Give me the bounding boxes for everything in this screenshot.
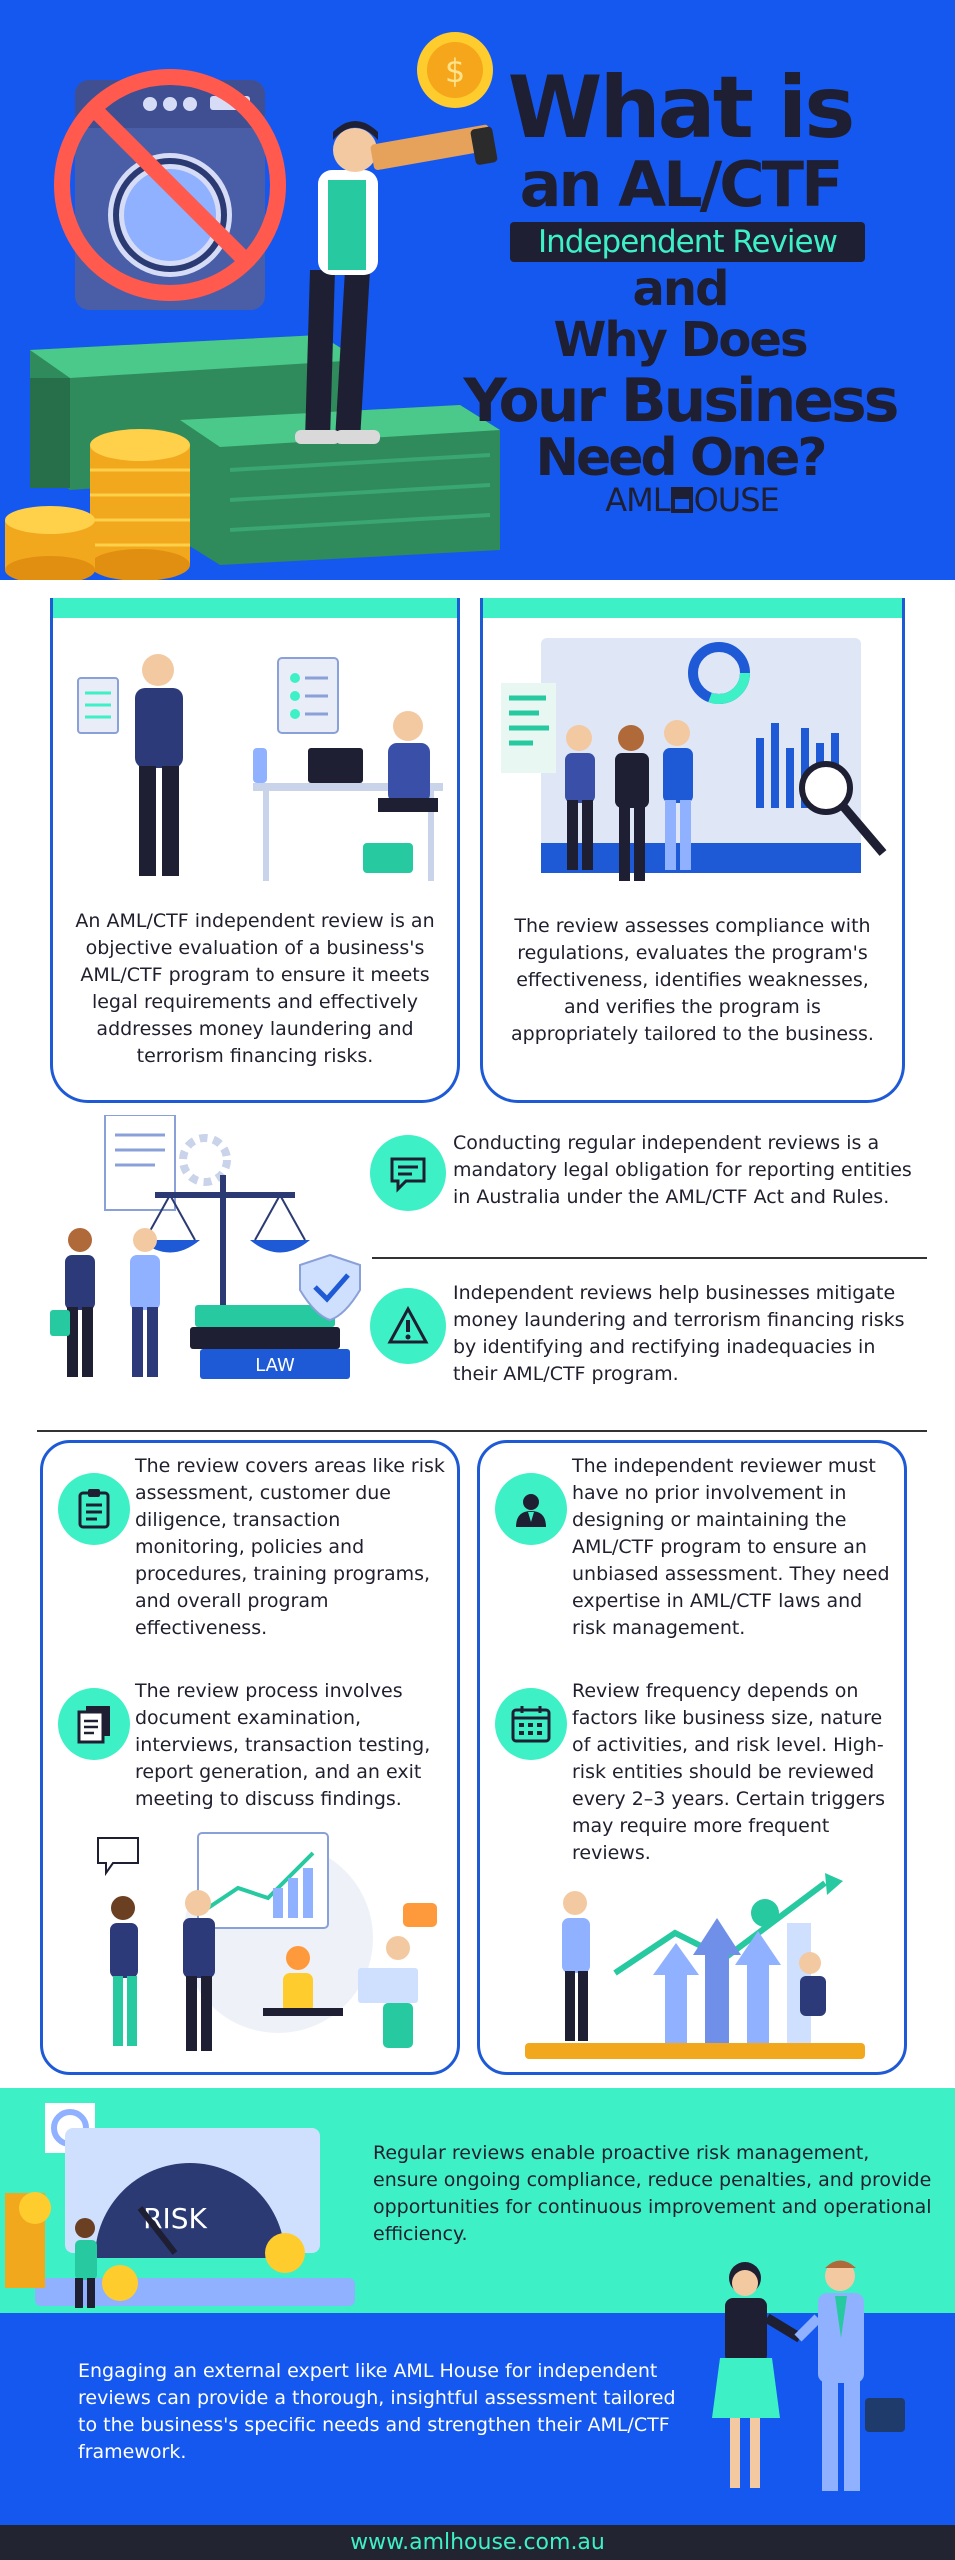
aml-house-logo xyxy=(592,480,792,520)
title-line-7: Need One? xyxy=(535,428,825,488)
review-scope-text: The review covers areas like risk assessment, customer due diligence, transaction monitoring, policies and procedures, training programs, and overall program effectiveness. xyxy=(135,1455,445,1639)
legal-scales-illustration xyxy=(30,1115,370,1385)
checklist-icon xyxy=(58,1473,130,1545)
handshake-illustration xyxy=(690,2248,920,2518)
calendar-icon xyxy=(495,1688,567,1760)
house-logo-icon xyxy=(671,487,693,513)
definition-card xyxy=(50,598,460,1103)
review-frequency-text: Review frequency depends on factors like business size, nature of activities, and risk level. High-risk entities should be reviewed every 2–3 years. Certain triggers may require more frequent reviews. xyxy=(572,1680,886,1864)
assessment-card xyxy=(480,598,905,1103)
documents-icon xyxy=(58,1688,130,1760)
svg-text:$: $ xyxy=(444,52,466,90)
hero-illustration xyxy=(0,0,520,580)
footer-bar xyxy=(0,2525,955,2560)
risk-mitigation-text: Independent reviews help businesses mitigate money laundering and terrorism financing risks by identifying and rectifying inadequacies in their AML/CTF program. xyxy=(453,1282,905,1385)
logo-text-left: AML xyxy=(605,481,670,519)
website-link[interactable]: www.amlhouse.com.au xyxy=(350,2530,605,2555)
logo-text-right: OUSE xyxy=(693,481,779,519)
definition-text: An AML/CTF independent review is an objective evaluation of a business's AML/CTF program to ensure it meets legal requirements and effectively addresses money laundering and terrorism financing risks. xyxy=(75,910,435,1067)
section-divider xyxy=(37,1430,927,1432)
hero-banner xyxy=(0,0,955,580)
review-scope-card xyxy=(40,1440,460,2075)
expert-section xyxy=(0,2313,955,2525)
title-line-5: Why Does xyxy=(553,312,807,368)
reviewer-independence-text: The independent reviewer must have no prior involvement in designing or maintaining the AML/CTF program to ensure an unbiased assessment. They need expertise in AML/CTF laws and risk management. xyxy=(572,1455,890,1639)
card-accent-bar xyxy=(483,598,902,618)
svg-text:RISK: RISK xyxy=(143,2202,207,2235)
title-line-4: and xyxy=(632,261,728,317)
title-line-2: an AL/CTF xyxy=(519,148,841,221)
title-line-6: Your Business xyxy=(463,366,897,436)
washing-machine-prohibited-icon xyxy=(62,77,278,310)
risk-gauge-illustration xyxy=(5,2093,360,2313)
chat-star-icon xyxy=(370,1135,446,1211)
title-line-1: What is xyxy=(507,58,853,158)
assessment-text: The review assesses compliance with regulations, evaluates the program's effectiveness, identifies weaknesses, and verifies the program is appropriately tailored to the business. xyxy=(511,915,874,1045)
reviewer-icon xyxy=(495,1473,567,1545)
warning-icon xyxy=(370,1288,446,1364)
benefits-text: Regular reviews enable proactive risk management, ensure ongoing compliance, reduce penalties, and provide opportunities for continuous improvement and operational efficiency. xyxy=(373,2142,932,2245)
svg-text:LAW: LAW xyxy=(255,1355,295,1376)
team-meeting-illustration xyxy=(58,1818,448,2063)
office-team-illustration xyxy=(63,638,453,903)
reviewer-frequency-card xyxy=(477,1440,907,2075)
review-process-text: The review process involves document examination, interviews, transaction testing, report generation, and an exit meeting to discuss findings. xyxy=(135,1680,431,1810)
analytics-dashboard-illustration xyxy=(491,628,901,898)
expert-text: Engaging an external expert like AML House for independent reviews can provide a thorough, insightful assessment tailored to the business's specific needs and strengthen their AML/CTF framework. xyxy=(78,2360,676,2463)
title-highlight: Independent Review xyxy=(510,222,865,262)
legal-obligation-text: Conducting regular independent reviews is a mandatory legal obligation for reporting entities in Australia under the AML/CTF Act and Rules. xyxy=(453,1132,912,1208)
card-accent-bar xyxy=(53,598,457,618)
growth-arrows-illustration xyxy=(525,1863,875,2063)
section-divider xyxy=(372,1257,927,1259)
